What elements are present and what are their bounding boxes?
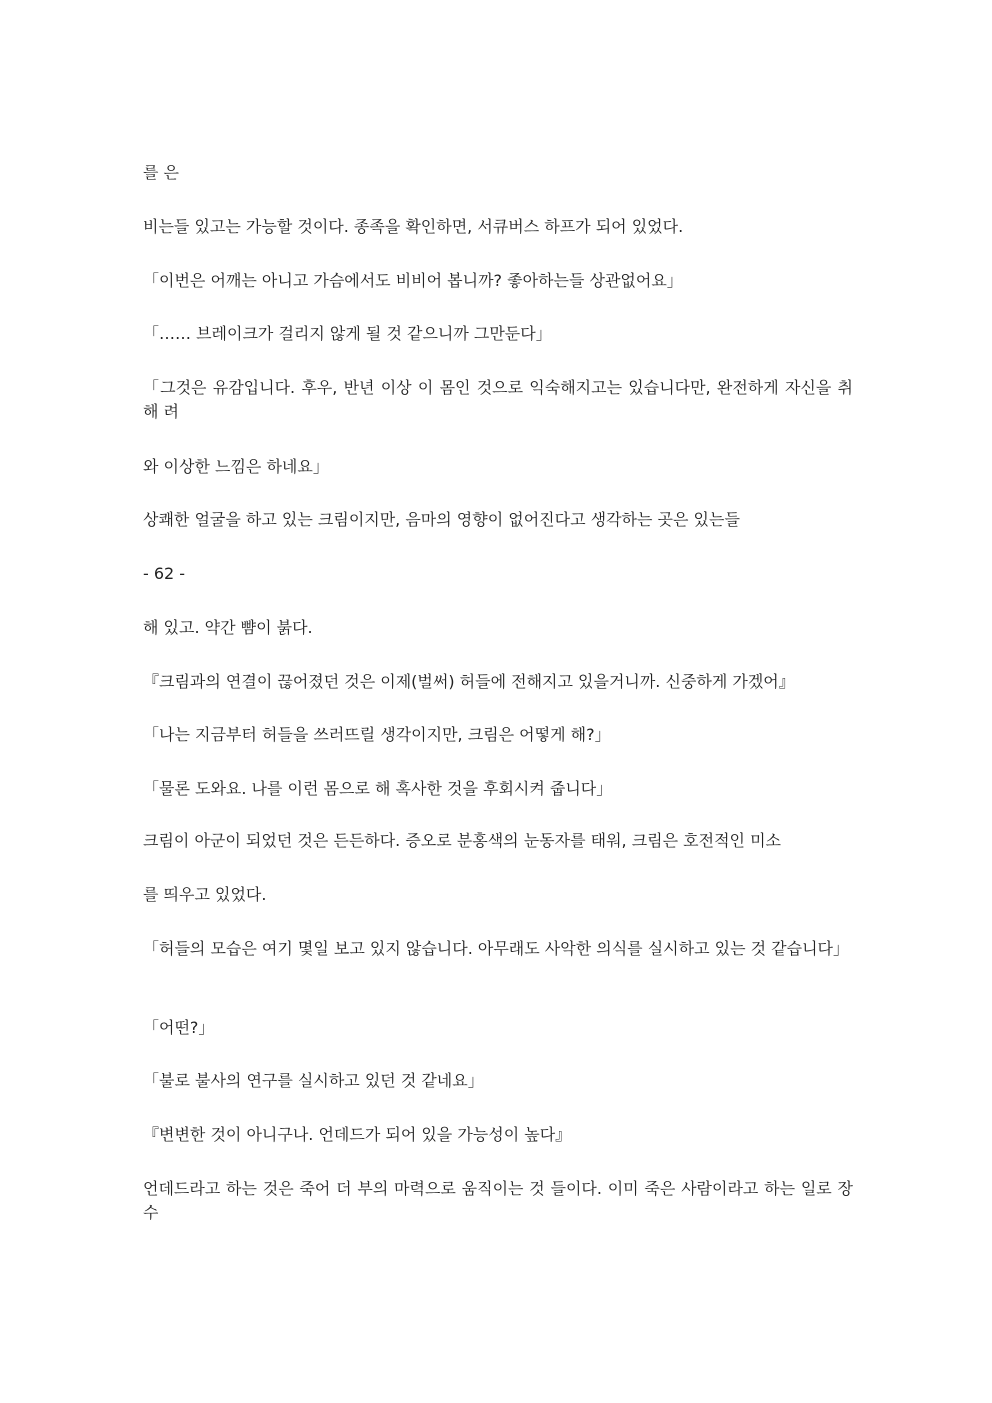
paragraph: 비는들 있고는 가능할 것이다. 종족을 확인하면, 서큐버스 하프가 되어 있었다. <box>143 217 684 236</box>
dialogue-line: 『크림과의 연결이 끊어졌던 것은 이제(벌써) 허들에 전해지고 있을거니까. 신중하게 가겠어』 <box>143 672 795 691</box>
paragraph: 언데드라고 하는 것은 죽어 더 부의 마력으로 움직이는 것 들이다. 이미 죽은 사람이라고 하는 일로 장수 <box>143 1179 853 1222</box>
paragraph: 를 은 <box>143 163 179 182</box>
dialogue-line: 『변변한 것이 아니구나. 언데드가 되어 있을 가능성이 높다』 <box>143 1125 572 1144</box>
paragraph: 크림이 아군이 되었던 것은 든든하다. 증오로 분홍색의 눈동자를 태워, 크림은 호전적인 미소 <box>143 831 781 850</box>
dialogue-line: 「물론 도와요. 나를 이런 몸으로 해 혹사한 것을 후회시켜 줍니다」 <box>143 779 613 798</box>
dialogue-line: 「어떤?」 <box>143 1018 215 1037</box>
paragraph: 상쾌한 얼굴을 하고 있는 크림이지만, 음마의 영향이 없어진다고 생각하는 곳은 있는들 <box>143 510 740 529</box>
paragraph: 를 띄우고 있었다. <box>143 885 267 904</box>
page-number: - 62 - <box>143 564 186 583</box>
dialogue-line: 와 이상한 느낌은 하네요」 <box>143 457 329 476</box>
dialogue-line: 「…… 브레이크가 걸리지 않게 될 것 같으니까 그만둔다」 <box>143 324 552 343</box>
dialogue-line: 「나는 지금부터 허들을 쓰러뜨릴 생각이지만, 크림은 어떻게 해?」 <box>143 725 611 744</box>
dialogue-line: 「그것은 유감입니다. 후우, 반년 이상 이 몸인 것으로 익숙해지고는 있습니다만, 완전하게 자신을 취해 려 <box>143 378 853 421</box>
dialogue-line: 「허들의 모습은 여기 몇일 보고 있지 않습니다. 아무래도 사악한 의식를 실시하고 있는 것 같습니다」 <box>143 939 849 958</box>
dialogue-line: 「이번은 어깨는 아니고 가슴에서도 비비어 봅니까? 좋아하는들 상관없어요」 <box>143 271 683 290</box>
dialogue-line: 「불로 불사의 연구를 실시하고 있던 것 같네요」 <box>143 1071 484 1090</box>
paragraph: 해 있고. 약간 뺨이 붉다. <box>143 618 313 637</box>
